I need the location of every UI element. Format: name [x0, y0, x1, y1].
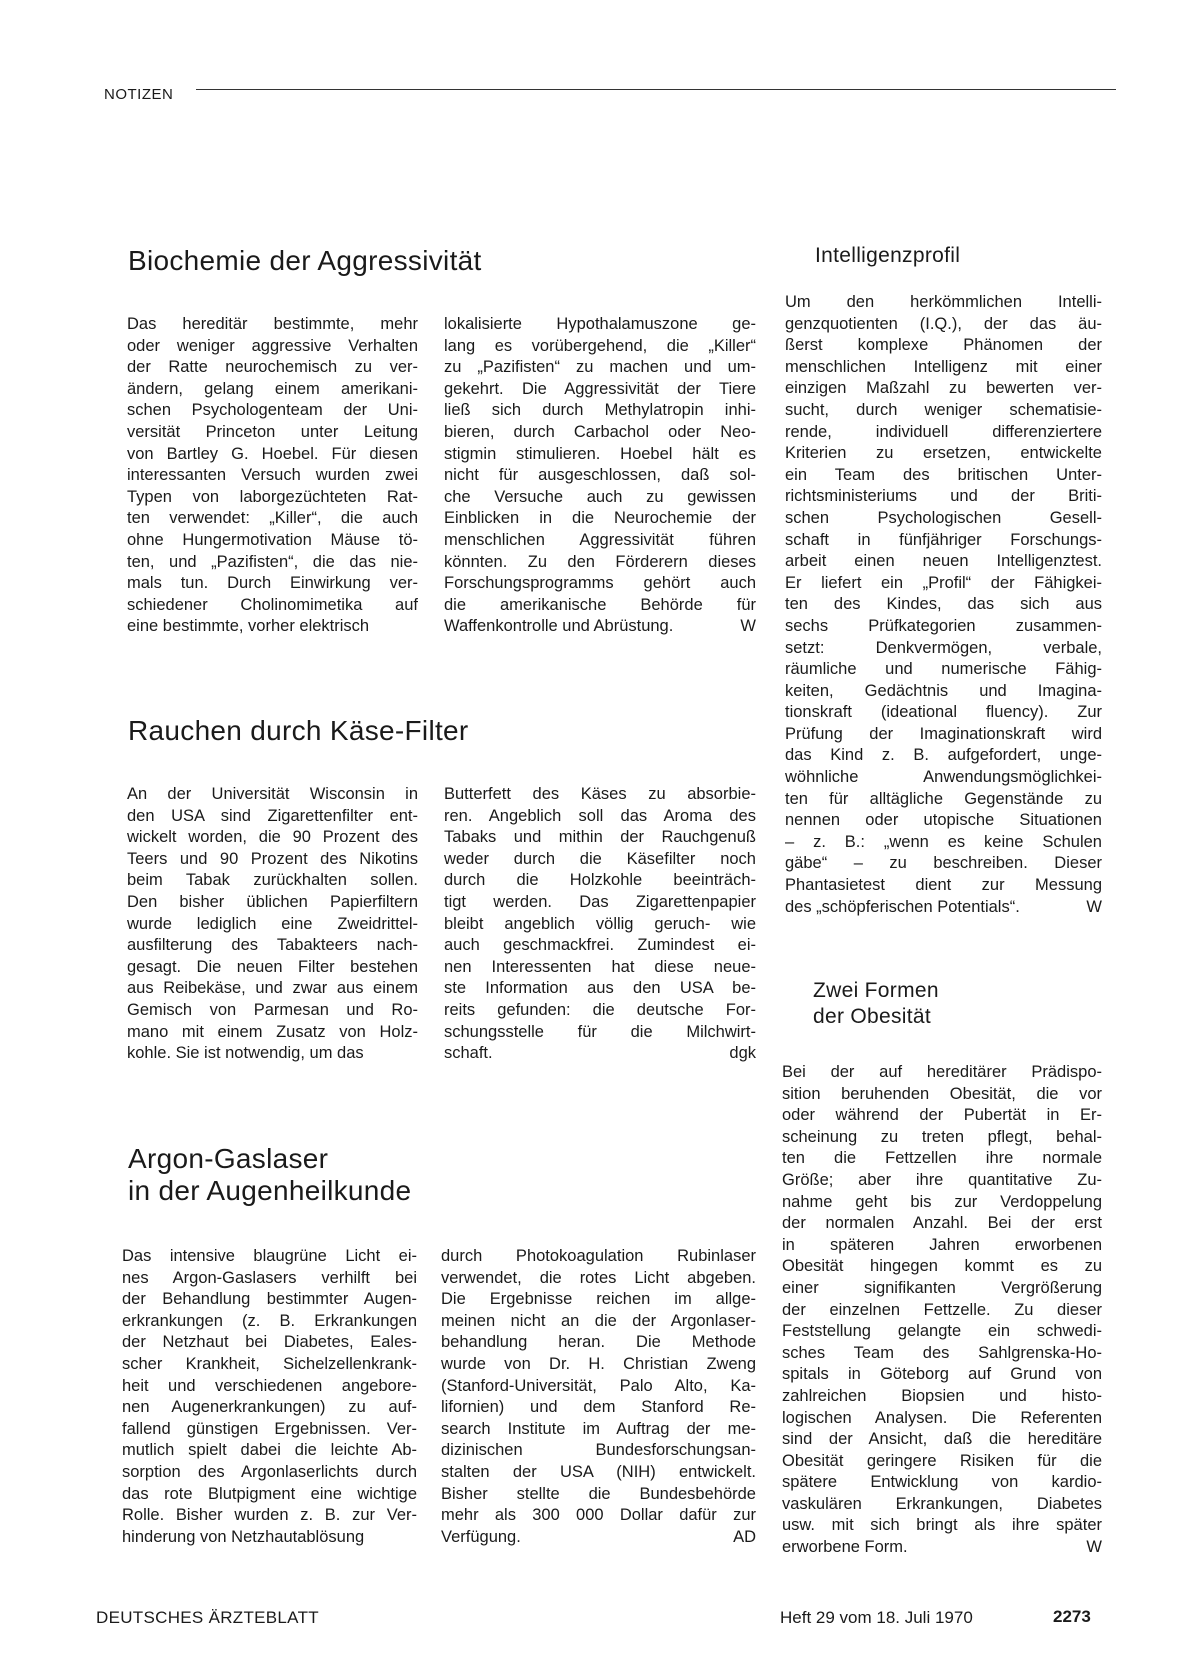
text-line: meinen nicht an die der Argonlaser-: [441, 1311, 756, 1330]
text-line: verwendet, die rotes Licht abgeben.: [441, 1268, 756, 1287]
text-line: Forschungsprogramms gehört auch: [444, 574, 756, 593]
text-line: Er liefert ein „Profil“ der Fähigkei-: [785, 573, 1102, 592]
text-line: eine bestimmte, vorher elektrisch: [127, 617, 370, 636]
article-aggression-col2: [444, 314, 756, 638]
article-laser-col1: [122, 1246, 417, 1548]
text-line: sition beruhenden Obesität, die vor: [782, 1084, 1102, 1103]
text-line: oder weniger aggressive Verhalten: [127, 336, 418, 355]
article-intelligence-signature: W: [1086, 897, 1102, 916]
text-line: heit und verschiedenen angebore-: [122, 1376, 417, 1395]
text-line: mals tun. Durch Einwirkung ver-: [127, 574, 418, 593]
article-laser-signature: AD: [733, 1527, 756, 1546]
text-line: Kriterien zu ersetzen, entwickelte: [785, 444, 1102, 463]
text-line: Den bisher üblichen Papierfiltern: [127, 892, 418, 911]
text-line: schen Psychologischen Gesell-: [785, 508, 1102, 527]
text-line: ten verwendet: „Killer“, die auch: [127, 509, 418, 528]
article-title-obesity-line1: Zwei Formen: [813, 979, 939, 1002]
text-line: sind der Ansicht, daß die hereditäre: [782, 1430, 1102, 1449]
article-title-laser-line1: Argon-Gaslaser: [128, 1143, 329, 1174]
text-line: das rote Blutpigment eine wichtige: [122, 1484, 417, 1503]
article-obesity-signature: W: [1086, 1538, 1102, 1557]
text-line: ste Information aus den USA be-: [444, 979, 756, 998]
text-line: logischen Analysen. Die Referenten: [782, 1408, 1102, 1427]
text-line: keiten, Gedächtnis und Imagina-: [785, 681, 1102, 700]
text-line: stigmin stimulieren. Hoebel hält es: [444, 444, 756, 463]
text-line: den USA sind Zigarettenfilter ent-: [127, 806, 418, 825]
text-line: rende, individuell differenziertere: [785, 422, 1102, 441]
text-line: behandlung heran. Die Methode: [441, 1333, 756, 1352]
article-aggression-signature: W: [740, 617, 756, 636]
article-title-intelligence: Intelligenzprofil: [815, 244, 961, 267]
text-line: lifornien) und dem Stanford Re-: [441, 1398, 756, 1417]
text-line: ein Team des britischen Unter-: [785, 465, 1102, 484]
header-rule: [196, 89, 1116, 90]
text-line: search Institute im Auftrag der me-: [441, 1419, 756, 1438]
text-line: zu „Pazifisten“ zu machen und um-: [444, 358, 756, 377]
text-line: ließ sich durch Methylatropin inhi-: [444, 401, 756, 420]
text-line: nicht für ausgeschlossen, daß sol-: [444, 466, 756, 485]
footer-journal: DEUTSCHES ÄRZTEBLATT: [96, 1608, 319, 1627]
text-line: bleibt angeblich völlig geruch- wie: [444, 914, 756, 933]
text-line: durch Photokoagulation Rubinlaser: [441, 1247, 756, 1265]
text-line: ten, und „Pazifisten“, die das nie-: [127, 552, 418, 571]
text-line: schen Psychologenteam der Uni-: [127, 401, 418, 420]
text-line: Feststellung gelangte ein schwedi-: [782, 1322, 1102, 1341]
text-line: beim Tabak zurückhalten sollen.: [127, 871, 418, 890]
text-line: An der Universität Wisconsin in: [127, 785, 418, 803]
text-line: das Kind z. B. aufgefordert, unge-: [785, 746, 1102, 765]
text-line: – z. B.: „wenn es keine Schulen: [785, 832, 1102, 851]
article-obesity-last-line: erworbene Form. W: [782, 1537, 1102, 1559]
text-line: sches Team des Sahlgrenska-Ho-: [782, 1343, 1102, 1362]
text-line: ren. Angeblich soll das Aroma des: [444, 806, 756, 825]
text-line: scheinung zu treten pflegt, behal-: [782, 1127, 1102, 1146]
text-line: Um den herkömmlichen Intelli-: [785, 293, 1102, 311]
article-title-smoking: Rauchen durch Käse-Filter: [128, 715, 469, 746]
text-line: wickelt worden, die 90 Prozent des: [127, 828, 418, 847]
text-line: ßerst komplexe Phänomen der: [785, 336, 1102, 355]
article-title-laser-line2: in der Augenheilkunde: [128, 1175, 412, 1206]
article-intelligence-last-line: des „schöpferischen Potentials“. W: [785, 897, 1102, 919]
text-line: interessanten Versuch wurden zwei: [127, 466, 418, 485]
article-intelligence-col: [785, 292, 1102, 918]
article-aggression-last-line: Waffenkontrolle und Abrüstung. W: [444, 616, 756, 638]
text-line: schaft in fünfjähriger Forschungs-: [785, 530, 1102, 549]
article-laser-col2: [441, 1246, 756, 1548]
text-line: Obesität geringere Risiken für die: [782, 1451, 1102, 1470]
text-line: sucht, durch weniger schematisie-: [785, 400, 1102, 419]
text-line: in späteren Jahren erworbenen: [782, 1235, 1102, 1254]
text-line: Die Ergebnisse reichen im allge-: [441, 1290, 756, 1309]
text-line: Phantasietest dient zur Messung: [785, 876, 1102, 895]
text-line: erkrankungen (z. B. Erkrankungen: [122, 1311, 417, 1330]
text-line: nes Argon-Gaslasers verhilft bei: [122, 1268, 417, 1287]
article-laser-last-line: Verfügung. AD: [441, 1527, 756, 1549]
text-line: richtsministeriums und der Briti-: [785, 487, 1102, 506]
text-line: tionskraft (ideational fluency). Zur: [785, 703, 1102, 722]
article-title-obesity-line2: der Obesität: [813, 1005, 931, 1028]
text-line: Tabaks und mithin der Rauchgenuß: [444, 828, 756, 847]
text-line: kohle. Sie ist notwendig, um das: [127, 1044, 364, 1063]
text-line: setzt: Denkvermögen, verbale,: [785, 638, 1102, 657]
article-aggression-col1: [127, 314, 418, 638]
text-line: mehr als 300 000 Dollar dafür zur: [441, 1506, 756, 1525]
text-line: nennen oder utopische Situationen: [785, 811, 1102, 830]
article-smoking-signature: dgk: [729, 1044, 756, 1063]
text-line: Bei der auf hereditärer Prädispo-: [782, 1063, 1102, 1081]
text-line: nen Augenerkrankungen) zu auf-: [122, 1398, 417, 1417]
text-line: weder durch die Käsefilter noch: [444, 849, 756, 868]
text-line: menschlichen Aggressivität führen: [444, 530, 756, 549]
text-line: genzquotienten (I.Q.), der das äu-: [785, 314, 1102, 333]
text-line: zahlreichen Biopsien und histo-: [782, 1386, 1102, 1405]
text-line: ohne Hungermotivation Mäuse tö-: [127, 530, 418, 549]
text-line: gekehrt. Die Aggressivität der Tiere: [444, 379, 756, 398]
text-line: Typen von laborgezüchteten Rat-: [127, 487, 418, 506]
text-line: gäbe“ – zu beschreiben. Dieser: [785, 854, 1102, 873]
text-line: könnten. Zu den Förderern dieses: [444, 552, 756, 571]
text-line: ändern, gelang einem amerikani-: [127, 379, 418, 398]
text-line: der Netzhaut bei Diabetes, Eales-: [122, 1333, 417, 1352]
text-line: (Stanford-Universität, Palo Alto, Ka-: [441, 1376, 756, 1395]
text-line: Bisher stellte die Bundesbehörde: [441, 1484, 756, 1503]
text-line: sechs Prüfkategorien zusammen-: [785, 616, 1102, 635]
text-line: die amerikanische Behörde für: [444, 595, 756, 614]
text-line: tigt werden. Das Zigarettenpapier: [444, 892, 756, 911]
text-line: usw. mit sich bringt als ihre später: [782, 1516, 1102, 1535]
text-line: Das intensive blaugrüne Licht ei-: [122, 1247, 417, 1265]
text-line: ten des Kindes, das sich aus: [785, 595, 1102, 614]
text-line: einer signifikanten Vergrößerung: [782, 1278, 1102, 1297]
footer-issue: Heft 29 vom 18. Juli 1970: [780, 1608, 973, 1627]
text-line: räumliche und numerische Fähig-: [785, 660, 1102, 679]
text-line: lokalisierte Hypothalamuszone ge-: [444, 315, 756, 333]
text-line: sorption des Argonlaserlichts durch: [122, 1462, 417, 1481]
article-smoking-col1: [127, 784, 418, 1065]
text-line: Butterfett des Käses zu absorbie-: [444, 785, 756, 803]
text-line: hinderung von Netzhautablösung: [122, 1527, 365, 1546]
text-line: Das hereditär bestimmte, mehr: [127, 315, 418, 333]
page-number: 2273: [1053, 1607, 1091, 1626]
article-smoking-last-line: schaft. dgk: [444, 1043, 756, 1065]
text-line: einzigen Maßzahl zu bewerten ver-: [785, 379, 1102, 398]
text-line: Größe; aber ihre quantitative Zu-: [782, 1170, 1102, 1189]
text-line: ausfilterung des Tabakteers nach-: [127, 936, 418, 955]
text-line: bieren, durch Carbachol oder Neo-: [444, 422, 756, 441]
article-title-aggression: Biochemie der Aggressivität: [128, 245, 482, 276]
text-line: arbeit einen neuen Intelligenztest.: [785, 552, 1102, 571]
text-line: versität Princeton unter Leitung: [127, 422, 418, 441]
text-line: nen Interessenten hat diese neue-: [444, 957, 756, 976]
article-obesity-col: [782, 1062, 1102, 1559]
text-line: schiedener Cholinomimetika auf: [127, 595, 418, 614]
text-line: lang es vorübergehend, die „Killer“: [444, 336, 756, 355]
text-line: auch geschmackfrei. Zumindest ei-: [444, 936, 756, 955]
text-line: oder während der Pubertät in Er-: [782, 1106, 1102, 1125]
text-line: fallend günstigen Ergebnissen. Ver-: [122, 1419, 417, 1438]
text-line: scher Krankheit, Sichelzellenkrank-: [122, 1354, 417, 1373]
text-line: der Ratte neurochemisch zu ver-: [127, 358, 418, 377]
text-line: mutlich spielt dabei die leichte Ab-: [122, 1441, 417, 1460]
text-line: Prüfung der Imaginationskraft wird: [785, 724, 1102, 743]
text-line: von Bartley G. Hoebel. Für diesen: [127, 444, 418, 463]
text-line: aus Reibekäse, und zwar aus einem: [127, 979, 418, 998]
text-line: der einzelnen Fettzelle. Zu dieser: [782, 1300, 1102, 1319]
text-line: spätere Entwicklung von kardio-: [782, 1473, 1102, 1492]
section-label: NOTIZEN: [104, 86, 174, 103]
text-line: che Versuche auch zu gewissen: [444, 487, 756, 506]
text-line: dizinischen Bundesforschungsan-: [441, 1441, 756, 1460]
text-line: gesagt. Die neuen Filter bestehen: [127, 957, 418, 976]
text-line: schungsstelle für die Milchwirt-: [444, 1022, 756, 1041]
text-line: Gemisch von Parmesan und Ro-: [127, 1000, 418, 1019]
text-line: der Behandlung bestimmter Augen-: [122, 1290, 417, 1309]
text-line: menschlichen Intelligenz mit einer: [785, 357, 1102, 376]
text-line: wurde von Dr. H. Christian Zweng: [441, 1354, 756, 1373]
article-smoking-col2: [444, 784, 756, 1065]
text-line: durch die Holzkohle beeinträch-: [444, 871, 756, 890]
text-line: stalten der USA (NIH) entwickelt.: [441, 1462, 756, 1481]
text-line: Teers und 90 Prozent des Nikotins: [127, 849, 418, 868]
text-line: ten die Fettzellen ihre normale: [782, 1149, 1102, 1168]
text-line: Einblicken in die Neurochemie der: [444, 509, 756, 528]
text-line: reits gefunden: die deutsche For-: [444, 1000, 756, 1019]
text-line: der normalen Anzahl. Bei der erst: [782, 1214, 1102, 1233]
text-line: wöhnliche Anwendungsmöglichkei-: [785, 768, 1102, 787]
text-line: vaskulären Erkrankungen, Diabetes: [782, 1494, 1102, 1513]
text-line: ten für alltägliche Gegenstände zu: [785, 789, 1102, 808]
text-line: nahme geht bis zur Verdoppelung: [782, 1192, 1102, 1211]
text-line: wurde lediglich eine Zweidrittel-: [127, 914, 418, 933]
text-line: spitals in Göteborg auf Grund von: [782, 1365, 1102, 1384]
text-line: Rolle. Bisher wurden z. B. zur Ver-: [122, 1506, 417, 1525]
text-line: Obesität hingegen kommt es zu: [782, 1257, 1102, 1276]
text-line: mano mit einem Zusatz von Holz-: [127, 1022, 418, 1041]
